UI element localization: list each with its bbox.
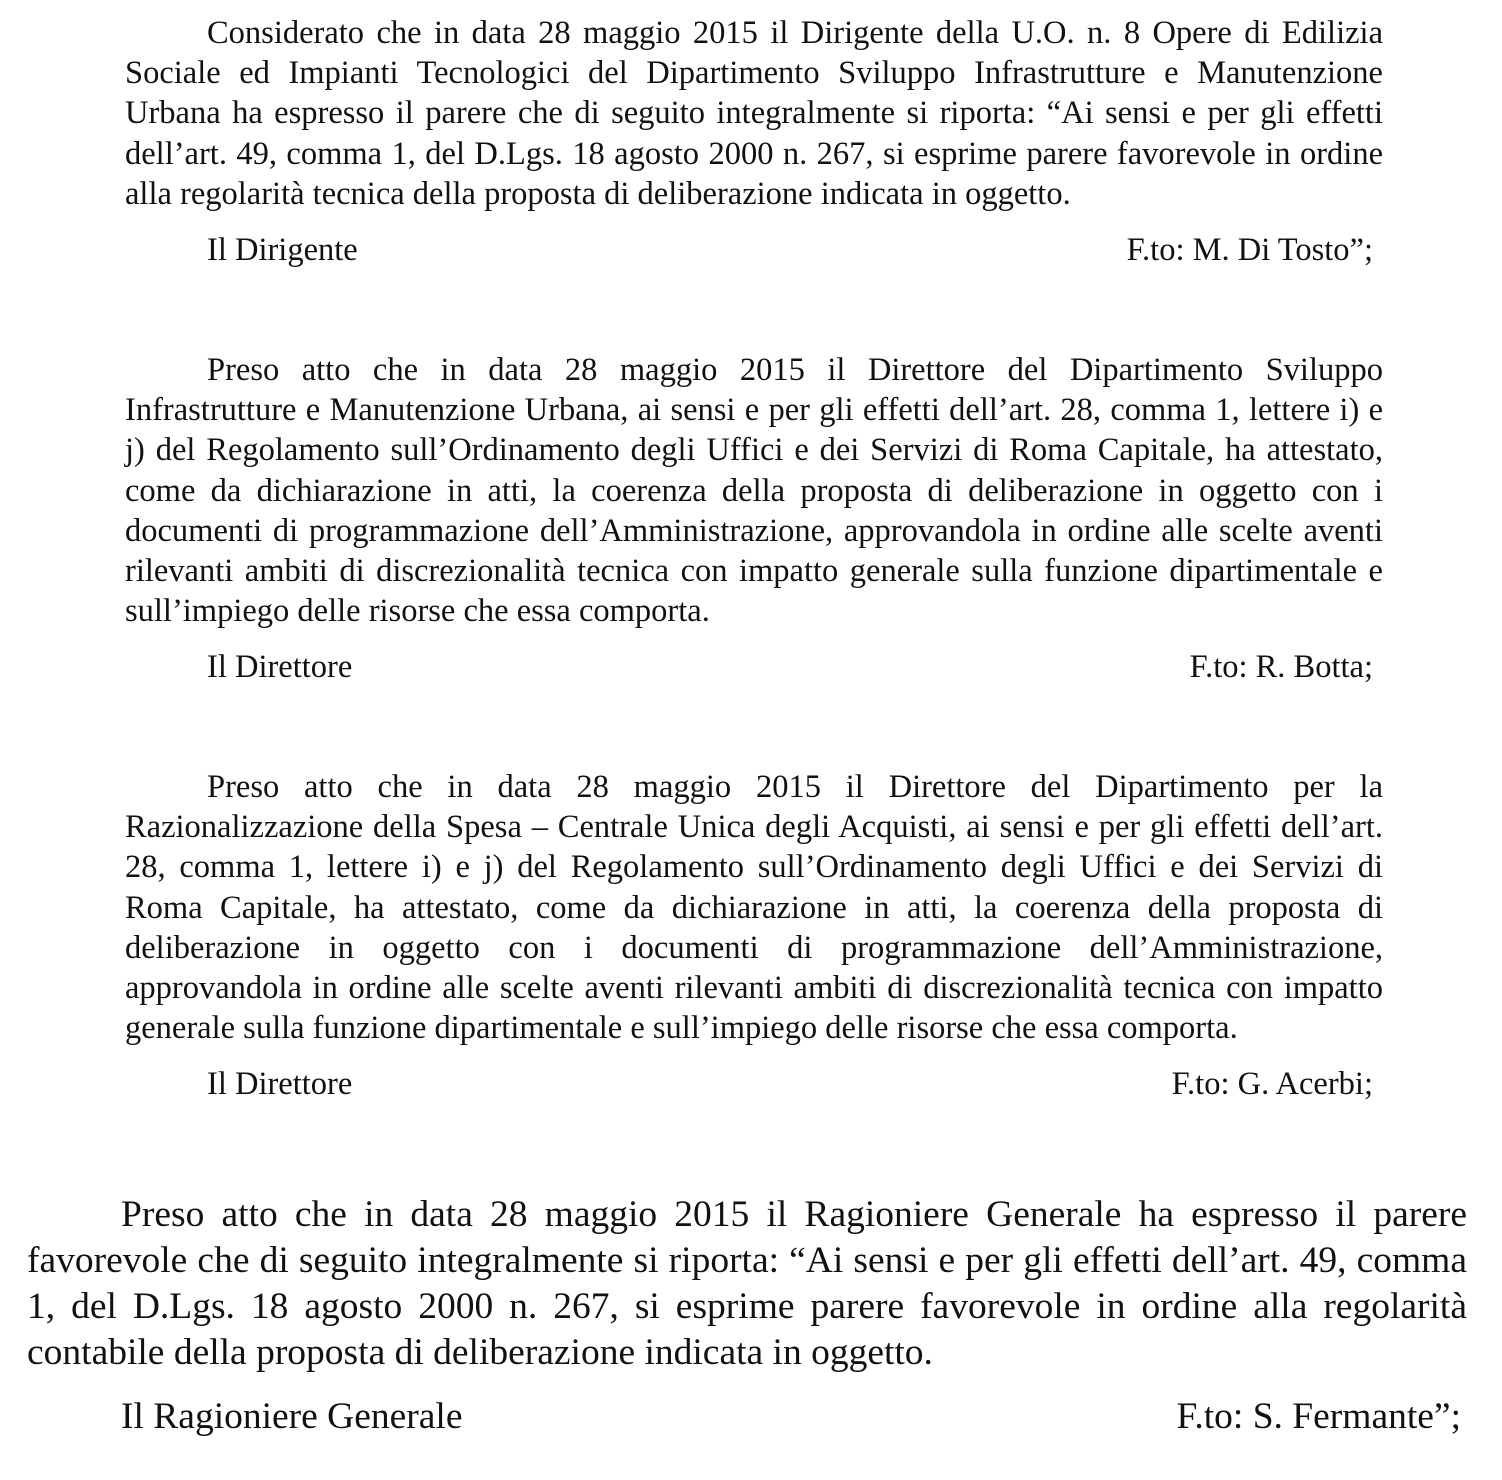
opinion-direttore-spesa	[125, 767, 1383, 1104]
signature-line-direttore-spesa	[125, 1064, 1383, 1104]
paragraph-direttore-spesa: Preso atto che in data 28 maggio 2015 il Direttore del Dipartimento per la Razionalizzazione della Spesa – Centrale Unica degli Acquisti, ai sensi e per gli effetti dell’art. 28, comma 1, lettere i) e j) del Regolamento sull’Ordinamento degli Uffici e dei Servizi di Roma Capitale, ha attestato, come da dichiarazione in atti, la coerenza della proposta di deliberazione in oggetto con i documenti di programmazione dell’Amministrazione, approvandola in ordine alle scelte aventi rilevanti ambiti di discrezionalità tecnica con impatto generale sulla funzione dipartimentale e sull’impiego delle risorse che essa comporta.	[125, 769, 1383, 1047]
signatory-name: F.to: S. Fermante”;	[1176, 1396, 1461, 1437]
signatory-name: F.to: M. Di Tosto”;	[1126, 232, 1373, 269]
signatory-role: Il Dirigente	[207, 232, 358, 269]
opinion-direttore-sviluppo	[125, 350, 1383, 687]
paragraph-ragioniere-generale: Preso atto che in data 28 maggio 2015 il Ragioniere Generale ha espresso il parere favorevole che di seguito integralmente si riporta: “Ai sensi e per gli effetti dell’art. 49, comma 1, del D.Lgs. 18 agosto 2000 n. 267, si esprime parere favorevole in ordine alla regolarità contabile della proposta di deliberazione indicata in oggetto.	[27, 1194, 1467, 1373]
signature-line-dirigente	[125, 230, 1383, 270]
paragraph-dirigente: Considerato che in data 28 maggio 2015 il Dirigente della U.O. n. 8 Opere di Edilizia Sociale ed Impianti Tecnologici del Dipartimento Sviluppo Infrastrutture e Manutenzione Urbana ha espresso il parere che di seguito integralmente si riporta: “Ai sensi e per gli effetti dell’art. 49, comma 1, del D.Lgs. 18 agosto 2000 n. 267, si esprime parere favorevole in ordine alla regolarità tecnica della proposta di deliberazione indicata in oggetto.	[125, 15, 1383, 212]
signatory-role: Il Direttore	[207, 649, 353, 686]
paragraph-direttore-sviluppo: Preso atto che in data 28 maggio 2015 il Direttore del Dipartimento Sviluppo Infrastrutture e Manutenzione Urbana, ai sensi e per gli effetti dell’art. 28, comma 1, lettere i) e j) del Regolamento sull’Ordinamento degli Uffici e dei Servizi di Roma Capitale, ha attestato, come da dichiarazione in atti, la coerenza della proposta di deliberazione in oggetto con i documenti di programmazione dell’Amministrazione, approvandola in ordine alle scelte aventi rilevanti ambiti di discrezionalità tecnica con impatto generale sulla funzione dipartimentale e sull’impiego delle risorse che essa comporta.	[125, 352, 1383, 630]
signature-line-direttore-sviluppo	[125, 647, 1383, 687]
signatory-role: Il Direttore	[207, 1066, 353, 1103]
opinion-dirigente	[125, 13, 1383, 270]
signatory-role: Il Ragioniere Generale	[121, 1396, 463, 1437]
opinion-ragioniere-generale	[27, 1192, 1467, 1440]
signatory-name: F.to: R. Botta;	[1189, 649, 1373, 686]
signature-line-ragioniere-generale	[27, 1394, 1467, 1440]
signatory-name: F.to: G. Acerbi;	[1171, 1066, 1373, 1103]
